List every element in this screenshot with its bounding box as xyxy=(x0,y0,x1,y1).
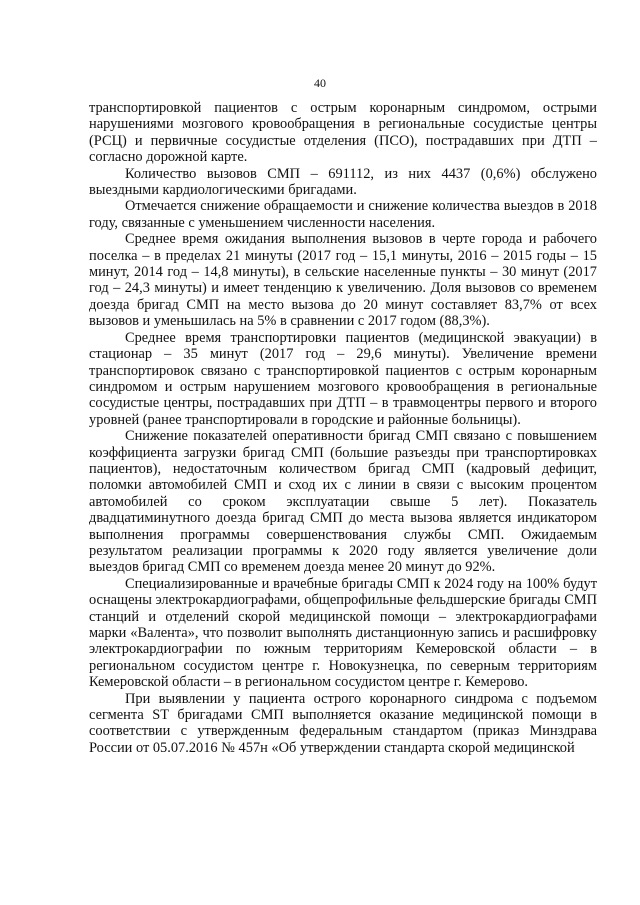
paragraph-efficiency: Снижение показателей оперативности бригад СМП связано с повышением коэффициента загрузки бригад СМП (большие разъезды при транспортировках пациентов), недостаточным количеством бригад СМП (кадровый дефицит, поломки автомобилей СМП и сход их с линии в связи с высоким процентом автомобилей со сроком эксплуатации свыше 5 лет). Показатель двадцатиминутного доезда бригад СМП до места вызова является индикатором выполнения программы совершенствования службы СМП. Ожидаемым результатом реализации программы к 2020 году является увеличение доли выездов бригад СМП со временем доезда менее 20 минут до 92%. xyxy=(89,428,597,576)
paragraph-waiting-time: Среднее время ожидания выполнения вызовов в черте города и рабочего поселка – в пределах 21 минуты (2017 год – 15,1 минуты, 2016 – 2015 годы – 15 минут, 2014 год – 14,8 минуты), в сельские населенные пункты – 30 минут (2017 год – 24,3 минуты) и имеет тенденцию к увеличению. Доля вызовов со временем доезда бригад СМП на место вызова до 20 минут составляет 83,7% от всех вызовов и уменьшилась на 5% в сравнении с 2017 годом (88,3%). xyxy=(89,231,597,330)
page-number: 40 xyxy=(314,76,326,90)
paragraph-continuation: транспортировкой пациентов с острым коронарным синдромом, острыми нарушениями мозгового кровообращения в региональные сосудистые центры (РСЦ) и первичные сосудистые отделения (ПСО), пострадавших при ДТП – согласно дорожной карте. xyxy=(89,100,597,166)
paragraph-acs: При выявлении у пациента острого коронарного синдрома с подъемом сегмента ST бригадами СМП выполняется оказание медицинской помощи в соответствии с утвержденным федеральным стандартом (приказ Минздрава России от 05.07.2016 № 457н «Об утверждении стандарта скорой медицинской xyxy=(89,690,597,756)
paragraph-decrease: Отмечается снижение обращаемости и снижение количества выездов в 2018 году, связанные с уменьшением численности населения. xyxy=(89,198,597,231)
paragraph-transport-time: Среднее время транспортировки пациентов (медицинской эвакуации) в стационар – 35 минут (2017 год – 29,6 минуты). Увеличение времени транспортировок связано с транспортировкой пациентов с острым коронарным синдромом и острым нарушением мозгового кровообращения в региональные сосудистые центры, пострадавших при ДТП – в травмоцентры первого и второго уровней (ранее транспортировали в городские и районные больницы). xyxy=(89,329,597,428)
paragraph-call-count: Количество вызовов СМП – 691112, из них 4437 (0,6%) обслужено выездными кардиологическими бригадами. xyxy=(89,165,597,199)
document-body xyxy=(89,100,597,756)
paragraph-equipment: Специализированные и врачебные бригады СМП к 2024 году на 100% будут оснащены электрокардиографами, общепрофильные фельдшерские бригады СМП станций и отделений скорой медицинской помощи – электрокардиографами марки «Валента», что позволит выполнять дистанционную запись и расшифровку электрокардиографии по южным территориям Кемеровской области – в региональном сосудистом центре г. Новокузнецка, по северным территориям Кемеровской области – в региональном сосудистом центре г. Кемерово. xyxy=(89,575,597,691)
